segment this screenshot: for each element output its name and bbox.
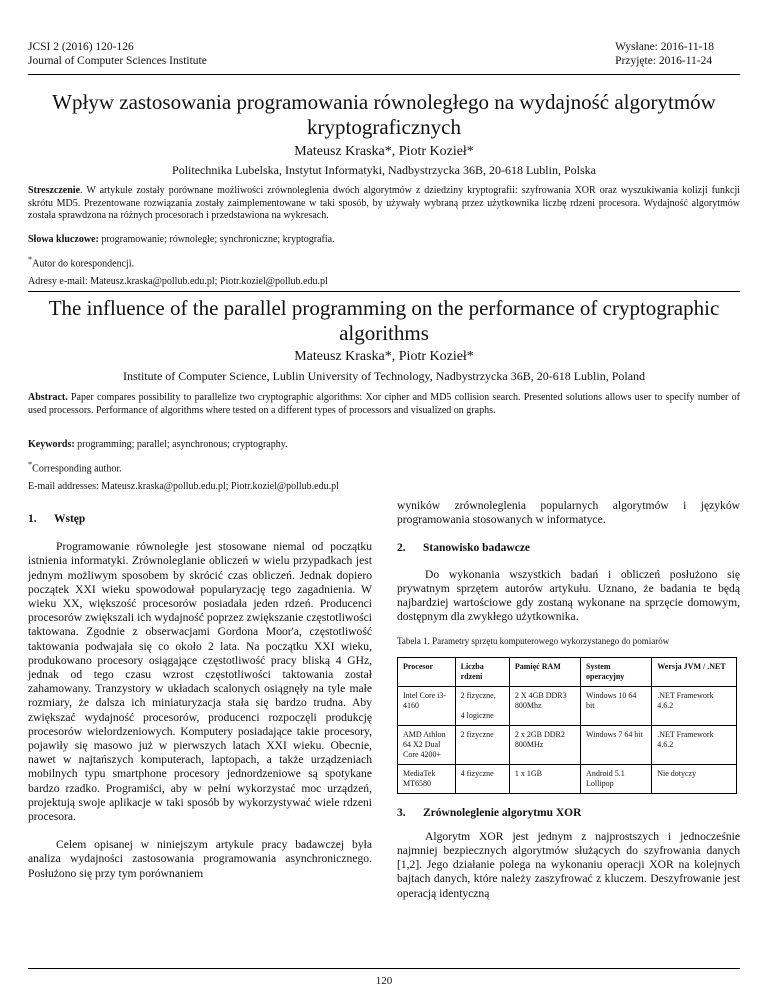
keywords-pl xyxy=(28,234,740,246)
table-cell: 2 fizyczne, 4 logiczne xyxy=(455,686,509,725)
table-cell: Android 5.1 Lollipop xyxy=(581,764,652,793)
header-divider xyxy=(28,74,740,75)
authors-pl: Mateusz Kraska*, Piotr Kozieł* xyxy=(294,144,474,159)
keywords-en xyxy=(28,439,740,451)
keywords-pl-text: programowanie; równoległe; synchroniczne; kryptografia. xyxy=(98,234,335,245)
emails-pl: Adresy e-mail: Mateusz.kraska@pollub.edu.pl; Piotr.koziel@pollub.edu.pl xyxy=(28,276,328,287)
authors-en: Mateusz Kraska*, Piotr Kozieł* xyxy=(294,349,474,364)
table-cell: Intel Core i3-4160 xyxy=(398,686,456,725)
abstract-en-text: Paper compares possibility to parallelize two cryptographic algorithms: Xor cipher and MD5 collision search. Presented solutions allows user to specify number of used processors. Performance of algorithms where tested on a different types of processors and visualized on graphs. xyxy=(28,392,740,416)
section-2-number: 2. xyxy=(397,542,406,555)
section-divider xyxy=(28,291,740,292)
section-1-paragraph-1: Programowanie równoległe jest stosowane niemal od początku istnienia informatyki. Zrównoleglanie obliczeń w wielu przypadkach jest jednym możliwym sposobem by skrócić czas obliczeń. Jednak dopiero początek XXI wieku spowodował popularyzację tego zagadnienia. W wieku XX, większość procesorów posiadała jeden rdzeń. Producenci procesorów zwiększali ich wydajność poprzez zwiększanie częstotliwości taktowana. Zgodnie z obserwacjami Gordona Moor'a, częstotliwość taktowania podwajała się co około 2 lata. Na początku XXI wieku, produkowano procesory osiągające częstotliwość pracy bliską 4 GHz, jednak od tego czasu wzrost częstotliwości taktowania został zahamowany. Tranzystory w układach scalonych osiągnęły na tyle małe rozmiary, że dalsza ich miniaturyzacja stała się bardzo trudna. Aby zwiększać wydajność procesorów, producenci rozpoczęli produkcję procesorów wielordzeniowych. Komputery posiadające takie procesory, pojawiły się masowo już w pierwszych latach XXI wieku. Obecnie, nawet w najtańszych komputerach, laptopach, a także urządzeniach mobilnych typu smartphone procesory jednordzeniowe są spotykane bardzo rzadko. Programiści, aby w pełni wykorzystać moc urządzeń, projektują swoje aplikacje w taki sposób by wykorzystywać wiele rdzeni procesora. xyxy=(28,540,372,824)
section-2-heading xyxy=(397,541,740,555)
keywords-pl-label: Słowa kluczowe: xyxy=(28,234,99,245)
keywords-en-text: programming; parallel; asynchronous; cryptography. xyxy=(74,439,288,450)
asterisk-mark: * xyxy=(28,460,33,469)
section-3-heading xyxy=(397,806,740,820)
abstract-en-label: Abstract. xyxy=(28,392,68,403)
table-cell: Windows 7 64 bit xyxy=(581,725,652,764)
section-1-number: 1. xyxy=(28,513,37,525)
corresponding-pl xyxy=(28,254,740,270)
table-cell: .NET Framework 4.6.2 xyxy=(652,686,737,725)
table-header-row xyxy=(398,657,737,686)
title-en: The influence of the parallel programming on the performance of cryptographic algorithms xyxy=(48,296,720,345)
table-row xyxy=(398,686,737,725)
accepted-date: Przyjęte: 2016-11-24 xyxy=(615,55,713,67)
table-header-cell: Wersja JVM / .NET xyxy=(652,657,737,686)
section-3-paragraph: Algorytm XOR jest jednym z najprostszych i jednocześnie najmniej bezpiecznych algorytmów służących do szyfrowania danych [1,2]. Jego działanie polega na wykonaniu operacji XOR na kolejnych bajtach danych, które należy zaszyfrować z kluczem. Deszyfrowanie jest operacją identyczną xyxy=(397,829,740,900)
journal-citation: JCSI 2 (2016) 120-126 xyxy=(28,41,134,53)
asterisk-mark: * xyxy=(28,255,33,264)
section-1-title: Wstęp xyxy=(54,513,86,525)
table-cell: AMD Athlon 64 X2 Dual Core 4200+ xyxy=(398,725,456,764)
table-cell: Nie dotyczy xyxy=(652,764,737,793)
title-pl: Wpływ zastosowania programowania równoległego na wydajność algorytmów kryptograficznych xyxy=(52,90,716,139)
table-row xyxy=(398,725,737,764)
dates-header xyxy=(615,40,714,68)
abstract-pl-text: . W artykule zostały porównane możliwości zrównoleglenia dwóch algorytmów z dziedziny kryptografii: szyfrowania XOR oraz wyszukiwania kolizji funkcji skrótu MD5. Prezentowane rozwiązania zostały zaimplementowane w taki sposób, by używały wybraną przez użytkownika liczbę rdzeni procesora. Wydajność algorytmów została sprawdzona na różnych procesorach i przedstawiona na wykresach. xyxy=(28,185,740,221)
hardware-table xyxy=(397,657,737,794)
abstract-pl-label: Streszczenie xyxy=(28,185,81,196)
section-1-paragraph-2: Celem opisanej w niniejszym artykule pracy badawczej była analiza wydajności zastosowania programowania asynchronicznego. Posłużono się przy tym porównaniem xyxy=(28,838,372,880)
section-1-heading xyxy=(28,512,372,526)
table-header-cell: Pamięć RAM xyxy=(509,657,580,686)
keywords-en-label: Keywords: xyxy=(28,439,75,450)
section-1-continuation: wyników zrównoleglenia popularnych algorytmów i języków programowania stosowanych w informatyce. xyxy=(397,499,740,527)
right-column xyxy=(397,499,740,901)
page-number: 120 xyxy=(375,975,393,987)
corresponding-pl-text: Autor do korespondencji. xyxy=(32,258,135,270)
journal-header xyxy=(28,40,207,68)
corresponding-en xyxy=(28,459,740,475)
affiliation-en: Institute of Computer Science, Lublin University of Technology, Nadbystrzycka 36B, 20-618 Lublin, Poland xyxy=(122,369,646,383)
section-2-title: Stanowisko badawcze xyxy=(423,542,531,555)
footer-divider xyxy=(28,968,740,969)
table-cell: 1 x 1GB xyxy=(509,764,580,793)
affiliation-pl: Politechnika Lubelska, Instytut Informatyki, Nadbystrzycka 36B, 20-618 Lublin, Polska xyxy=(172,163,596,177)
table-header-cell: Liczba rdzeni xyxy=(455,657,509,686)
left-column xyxy=(28,512,372,881)
table-cell: 4 fizyczne xyxy=(455,764,509,793)
journal-name: Journal of Computer Sciences Institute xyxy=(28,55,207,67)
table-cell: .NET Framework 4.6.2 xyxy=(652,725,737,764)
table-cell: 2 x 2GB DDR2 800MHz xyxy=(509,725,580,764)
table-header-cell: System operacyjny xyxy=(581,657,652,686)
table-cell: MediaTek MT6580 xyxy=(398,764,456,793)
table-cell: 2 X 4GB DDR3 800Mhz xyxy=(509,686,580,725)
section-2-paragraph: Do wykonania wszystkich badań i obliczeń posłużono się prywatnym sprzętem autorów artykułu. Uznano, że badania te będą najbardziej wartościowe gdy zostaną wykonane na sprzęcie domowym, dostępnym dla zwykłego użytkownika. xyxy=(397,567,740,624)
section-3-number: 3. xyxy=(397,806,406,819)
table-row xyxy=(398,764,737,793)
table-cell: 2 fizyczne xyxy=(455,725,509,764)
section-3-title: Zrównoleglenie algorytmu XOR xyxy=(423,806,582,819)
abstract-pl xyxy=(28,185,740,223)
emails-en: E-mail addresses: Mateusz.kraska@pollub.edu.pl; Piotr.koziel@pollub.edu.pl xyxy=(28,481,339,492)
abstract-en xyxy=(28,392,740,417)
corresponding-en-text: Corresponding author. xyxy=(32,463,122,475)
table-caption: Tabela 1. Parametry sprzętu komputerowego wykorzystanego do pomiarów xyxy=(397,636,670,647)
table-cell: Windows 10 64 bit xyxy=(581,686,652,725)
submitted-date: Wysłane: 2016-11-18 xyxy=(615,41,714,53)
table-header-cell: Procesor xyxy=(398,657,456,686)
